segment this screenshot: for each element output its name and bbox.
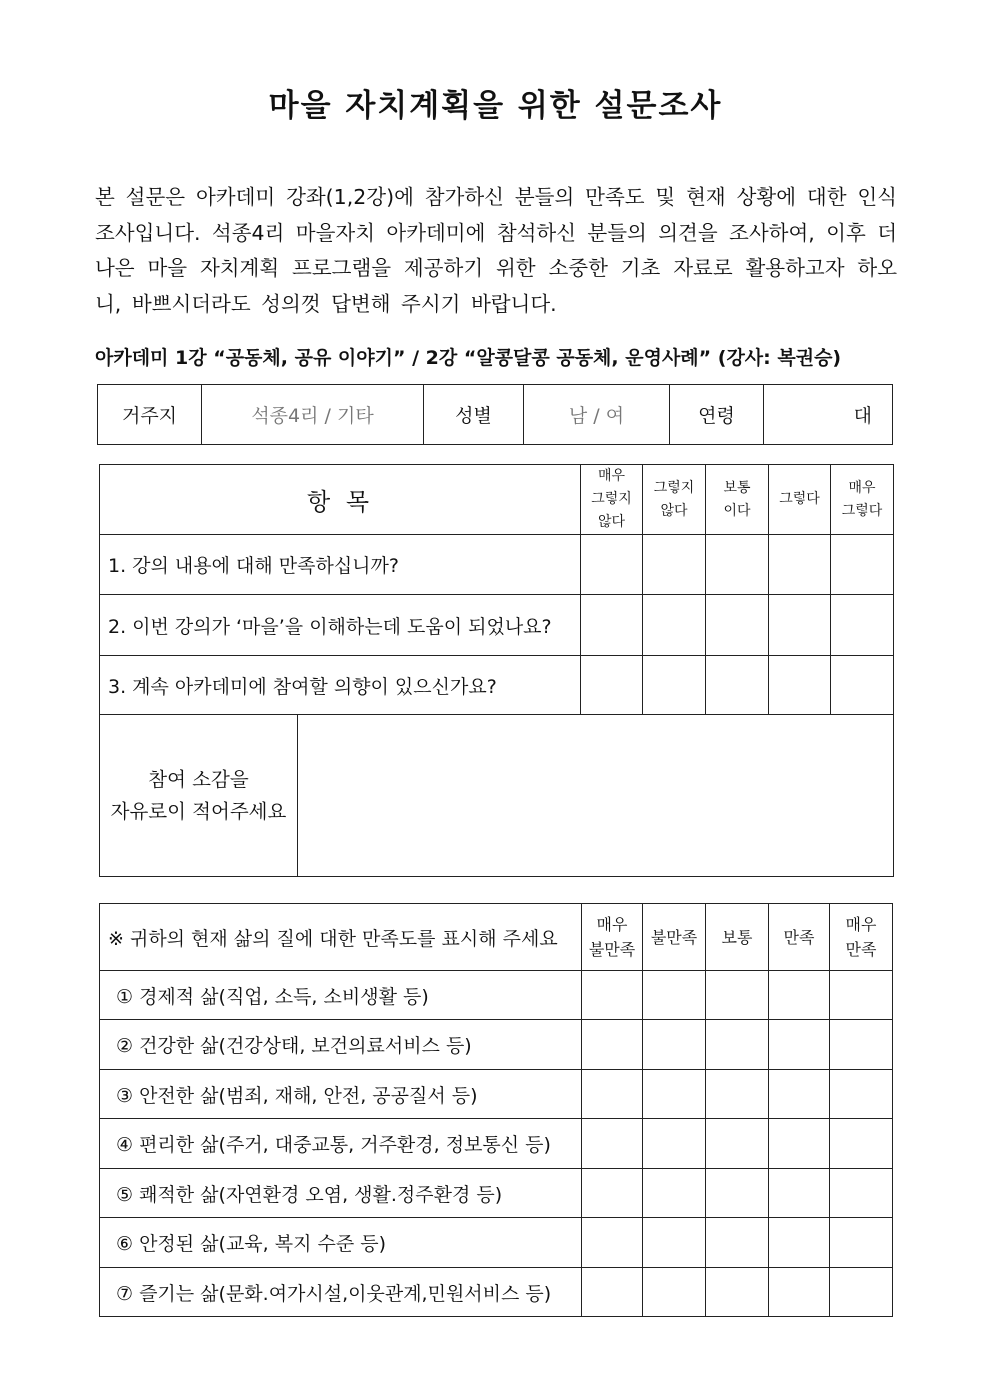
answer-cell[interactable] [769,1169,830,1218]
answer-cell[interactable] [769,971,830,1020]
life-item-text: ③ 안전한 삶(범죄, 재해, 안전, 공공질서 등) [100,1070,582,1119]
answer-cell[interactable] [706,1020,769,1070]
column-header: 매우 그렇지 않다 [581,465,643,535]
answer-cell[interactable] [830,1169,893,1218]
question-row [100,535,894,595]
column-header: 보통 [706,904,769,971]
answer-cell[interactable] [706,656,769,715]
answer-cell[interactable] [706,1070,769,1119]
answer-cell[interactable] [706,1119,769,1169]
answer-cell[interactable] [643,1268,706,1317]
answer-cell[interactable] [706,1268,769,1317]
column-header: 매우 불만족 [582,904,643,971]
question-text: 1. 강의 내용에 대해 만족하십니까? [100,535,581,595]
column-header: 보통 이다 [706,465,769,535]
answer-cell[interactable] [582,1169,643,1218]
life-row [100,971,893,1020]
answer-cell[interactable] [643,1119,706,1169]
residence-field[interactable]: 석종4리 / 기타 [202,385,424,445]
answer-cell[interactable] [831,656,894,715]
answer-cell[interactable] [830,971,893,1020]
lecture-subtitle: 아카데미 1강 “공동체, 공유 이야기” / 2강 “알콩달콩 공동체, 운영사례” (강사: 복권승) [95,347,842,369]
answer-cell[interactable] [769,1268,830,1317]
answer-cell[interactable] [830,1070,893,1119]
age-field[interactable]: 대 [764,385,893,445]
answer-cell[interactable] [643,971,706,1020]
lecture-satisfaction-table [99,464,894,877]
life-item-text: ④ 편리한 삶(주거, 대중교통, 거주환경, 정보통신 등) [100,1119,582,1169]
answer-cell[interactable] [582,1218,643,1268]
answer-cell[interactable] [830,1218,893,1268]
life-row [100,1020,893,1070]
answer-cell[interactable] [769,535,831,595]
header-item: 항 목 [100,465,581,535]
answer-cell[interactable] [706,1218,769,1268]
answer-cell[interactable] [769,595,831,656]
column-header: 매우 그렇다 [831,465,894,535]
page-title: 마을 자치계획을 위한 설문조사 [268,88,723,124]
column-header: 만족 [769,904,830,971]
answer-cell[interactable] [831,535,894,595]
answer-cell[interactable] [643,1218,706,1268]
answer-cell[interactable] [706,971,769,1020]
answer-cell[interactable] [831,595,894,656]
answer-cell[interactable] [830,1268,893,1317]
answer-cell[interactable] [769,1119,830,1169]
answer-cell[interactable] [582,1119,643,1169]
answer-cell[interactable] [706,535,769,595]
answer-cell[interactable] [581,595,643,656]
intro-paragraph: 본 설문은 아카데미 강좌(1,2강)에 참가하신 분들의 만족도 및 현재 상황에 대한 인식조사입니다. 석종4리 마을자치 아카데미에 참석하신 분들의 의견을 조사하여, 이후 더 나은 마을 자치계획 프로그램을 제공하기 위한 소중한 기초 자료로 활용하고자 하오니, 바쁘시더라도 성의껏 답변해 주시기 바랍니다. [95,185,897,316]
answer-cell[interactable] [769,1218,830,1268]
residence-label: 거주지 [98,385,202,445]
life-row [100,1268,893,1317]
column-header: 매우 만족 [830,904,893,971]
answer-cell[interactable] [582,1070,643,1119]
answer-cell[interactable] [769,1020,830,1070]
answer-cell[interactable] [830,1119,893,1169]
answer-cell[interactable] [581,535,643,595]
answer-cell[interactable] [643,1020,706,1070]
question-row [100,656,894,715]
column-header: 그렇다 [769,465,831,535]
column-header: 그렇지 않다 [643,465,706,535]
answer-cell[interactable] [769,656,831,715]
answer-cell[interactable] [582,1020,643,1070]
respondent-info-table [97,384,893,445]
question-text: 2. 이번 강의가 ‘마을’을 이해하는데 도움이 되었나요? [100,595,581,656]
life-item-text: ⑦ 즐기는 삶(문화.여가시설,이웃관계,민원서비스 등) [100,1268,582,1317]
answer-cell[interactable] [643,535,706,595]
answer-cell[interactable] [643,595,706,656]
age-label: 연령 [670,385,764,445]
answer-cell[interactable] [643,1070,706,1119]
life-row [100,1070,893,1119]
gender-field[interactable]: 남 / 여 [524,385,670,445]
life-item-text: ⑤ 쾌적한 삶(자연환경 오염, 생활.정주환경 등) [100,1169,582,1218]
gender-label: 성별 [424,385,524,445]
answer-cell[interactable] [643,1169,706,1218]
answer-cell[interactable] [581,656,643,715]
life-item-text: ① 경제적 삶(직업, 소득, 소비생활 등) [100,971,582,1020]
question-text: 3. 계속 아카데미에 참여할 의향이 있으신가요? [100,656,581,715]
answer-cell[interactable] [643,656,706,715]
answer-cell[interactable] [769,1070,830,1119]
comment-field[interactable] [298,715,894,877]
life-item-text: ② 건강한 삶(건강상태, 보건의료서비스 등) [100,1020,582,1070]
life-item-text: ⑥ 안정된 삶(교육, 복지 수준 등) [100,1218,582,1268]
life-row [100,1218,893,1268]
answer-cell[interactable] [706,1169,769,1218]
answer-cell[interactable] [706,595,769,656]
life-row [100,1169,893,1218]
life-table-header: ※ 귀하의 현재 삶의 질에 대한 만족도를 표시해 주세요 [100,904,582,971]
life-row [100,1119,893,1169]
answer-cell[interactable] [582,971,643,1020]
answer-cell[interactable] [830,1020,893,1070]
answer-cell[interactable] [582,1268,643,1317]
column-header: 불만족 [643,904,706,971]
question-row [100,595,894,656]
comment-label: 참여 소감을 자유로이 적어주세요 [100,715,298,877]
life-satisfaction-table [99,903,893,1317]
